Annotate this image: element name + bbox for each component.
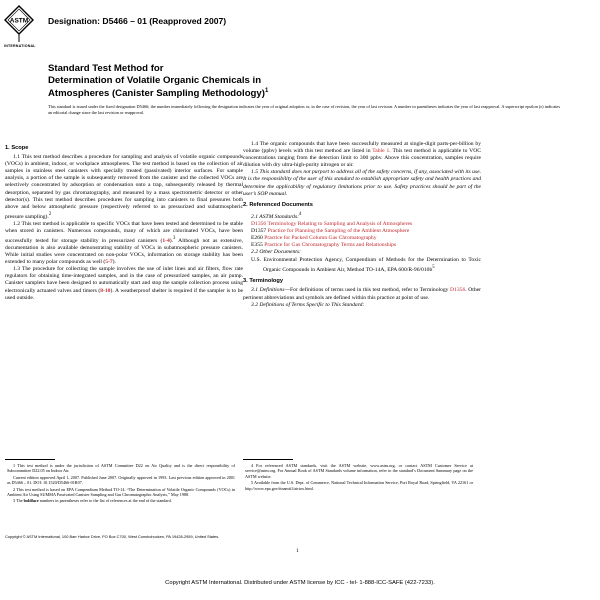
footnote-2: 2 This test method is based on EPA Compendium Method TO-14. “The Determination of Volatile Organic Compounds (VOCs) in Ambient Air Using SUMMA Passivated Canister Sampling and Gas Chromatographic Analysis,” May 1988. (7, 486, 235, 498)
reference-item[interactable]: D1357 Practice for Planning the Sampling of the Ambient Atmosphere (251, 227, 410, 234)
title-line-1: Standard Test Method for (48, 63, 164, 74)
reference-item[interactable]: E260 Practice for Packed Column Gas Chromatography (251, 234, 377, 241)
title-line-2: Determination of Volatile Organic Chemicals in (48, 74, 262, 86)
license-footer: Copyright ASTM International. Distributed under ASTM license by ICC - tel- 1-888-ICC-SAFE (422-7233). (165, 580, 435, 586)
footnotes-left (7, 463, 235, 505)
terminology-heading: 3. Terminology (243, 278, 284, 285)
left-column (5, 141, 243, 302)
paragraph-1-1: 1.1 This test method describes a procedure for sampling and analysis of volatile organic compounds (VOCs) in ambient, indoor, or workplace atmospheres. The test method is based on the collection of air samples in stainless steel canisters with specially treated (passivated) interior surfaces. For sample analysis, a portion of the sample is subsequently removed from the canister and the collected VOCs are selectively concentrated by adsorption or condensation onto a trap, subsequently released by thermal desorption, separated by gas chromatography, and measured by a mass spectrometric detector or other detector(s). This test method describes procedures for sampling into canisters to final pressures both above and below atmospheric pressure (respectively referred to as pressurized and subatmospheric pressure sampling).$^2$ (5, 154, 243, 220)
paragraph-2-2: 2.2 Other Documents: (251, 249, 301, 256)
referenced-documents-heading: 2. Referenced Documents (243, 201, 313, 208)
ref-link[interactable]: 1-4 (162, 237, 170, 244)
footnotes-right (245, 463, 473, 492)
title-line-3: Atmospheres (Canister Sampling Methodology)$^1$ (48, 88, 269, 100)
logo-text: ASTM (9, 17, 29, 25)
document-title (48, 63, 528, 100)
page-number: 1 (296, 548, 299, 554)
other-document: U.S. Environmental Protection Agency, Compendium of Methods for the Determination to Toxic Organic Compounds in Ambient Air, Method TO-14A, EPA $600/R-96/010b^5$ (251, 257, 481, 274)
paragraph-3-1: 3.1 Definitions—For definitions of terms used in this test method, refer to Terminology D1356. Other pertinent abbreviations and symbols are defined within this practice at point of use. (243, 287, 481, 301)
footnote-1: 1 This test method is under the jurisdiction of ASTM Committee D22 on Air Quality and is the direct responsibility of Subcommittee D22.05 on Indoor Air. (7, 463, 235, 474)
astm-logo (4, 5, 34, 45)
footnote-divider (243, 459, 293, 460)
ref-link[interactable]: 8-10 (100, 287, 111, 294)
paragraph-2-1: 2.1 ASTM Standards:$^4$ (251, 211, 302, 220)
designation: Designation: D5466 – 01 (Reapproved 2007) (48, 16, 227, 26)
footnote-1-edition: Current edition approved April 1, 2007. Published June 2007. Originally approved in 1993. Last previous edition approved in 2001 as D5466 – 01. DOI: 10.1520/D5466-01R07. (7, 474, 235, 486)
scope-heading: 1. Scope (5, 145, 29, 151)
ref-link[interactable]: D1356 (450, 287, 466, 294)
footnote-5: 5 Available from the U.S. Dept. of Commerce, National Technical Information Service, Port Royal Road, Springfield, VA 22161 or http://www.epa.gov/ttnamti1/airtox.html. (245, 480, 473, 491)
copyright-line: Copyright © ASTM International, 100 Barr Harbor Drive, PO Box C700, West Conshohocken, PA 19428-2959, United States. (5, 534, 220, 539)
footnote-3: 3 The boldface numbers in parentheses refer to the list of references at the end of the standard. (13, 498, 172, 504)
designation-notice: This standard is issued under the fixed designation D5466; the number immediately following the designation indicates the year of original adoption or, in the case of revision, the year of last revision. A number in parentheses indicates the year of last reapproval. A superscript epsilon (ε) indicates an editorial change since the last revision or reapproval. (48, 104, 560, 115)
table-link[interactable]: Table 1 (372, 148, 390, 155)
ref-link[interactable]: 5-7 (105, 259, 113, 266)
right-column (243, 141, 481, 309)
paragraph-1-4: 1.4 The organic compounds that have been successfully measured at single-digit parts-per-billion by volume (ppbv) levels with this test method are listed in Table 1. This test method is applicable to VOC concentrations ranging from the detection limit to 300 ppbv. Above this concentration, samples require dilution with dry ultra-high-purity nitrogen or air. (243, 141, 481, 169)
reference-item[interactable]: D1356 Terminology Relating to Sampling and Analysis of Atmospheres (251, 220, 413, 227)
footnote-4: 4 For referenced ASTM standards, visit the ASTM website, www.astm.org, or contact ASTM Customer Service at service@astm.org. For Annual Book of ASTM Standards volume information, refer to the standard’s Document Summary page on the ASTM website. (245, 463, 473, 479)
paragraph-1-3: 1.3 The procedure for collecting the sample involves the use of inlet lines and air filters, flow rate regulators for obtaining time-integrated samples, and in the case of pressurized samples, an air pump. Canister samplers have been designed to automatically start and stop the sample collection process using electronically actuated valves and timers (8-10). A weatherproof shelter is required if the sampler is to be used outside. (5, 266, 243, 301)
paragraph-1-2: 1.2 This test method is applicable to specific VOCs that have been tested and determined to be stable when stored in canisters. Numerous compounds, many of which are chlorinated VOCs, have been successfully tested for storage stability in pressurized canisters (1-4).$^3$ Although not as extensive, documentation is also available demonstrating stability of VOCs in subatmospheric pressure canisters. While initial studies were concentrated on non-polar VOCs, information on storage stability has been extended to many polar compounds as well (5-7). (5, 220, 244, 266)
paragraph-3-2: 3.2 Definitions of Terms Specific to This Standard: (251, 301, 365, 308)
footnote-divider (5, 459, 55, 460)
title-footnote-mark: 1 (264, 88, 269, 94)
reference-item[interactable]: E355 Practice for Gas Chromatography Terms and Relationships (251, 242, 397, 249)
logo-intl-text: INTERNATIONAL (4, 44, 36, 48)
paragraph-1-5: 1.5 This standard does not purport to address all of the safety concerns, if any, associated with its use. It is the responsibility of the user of this standard to establish appropriate safety and health practices and determine the applicability of regulatory limitations prior to use. Safety practices should be part of the user’s SOP manual. (243, 169, 481, 197)
